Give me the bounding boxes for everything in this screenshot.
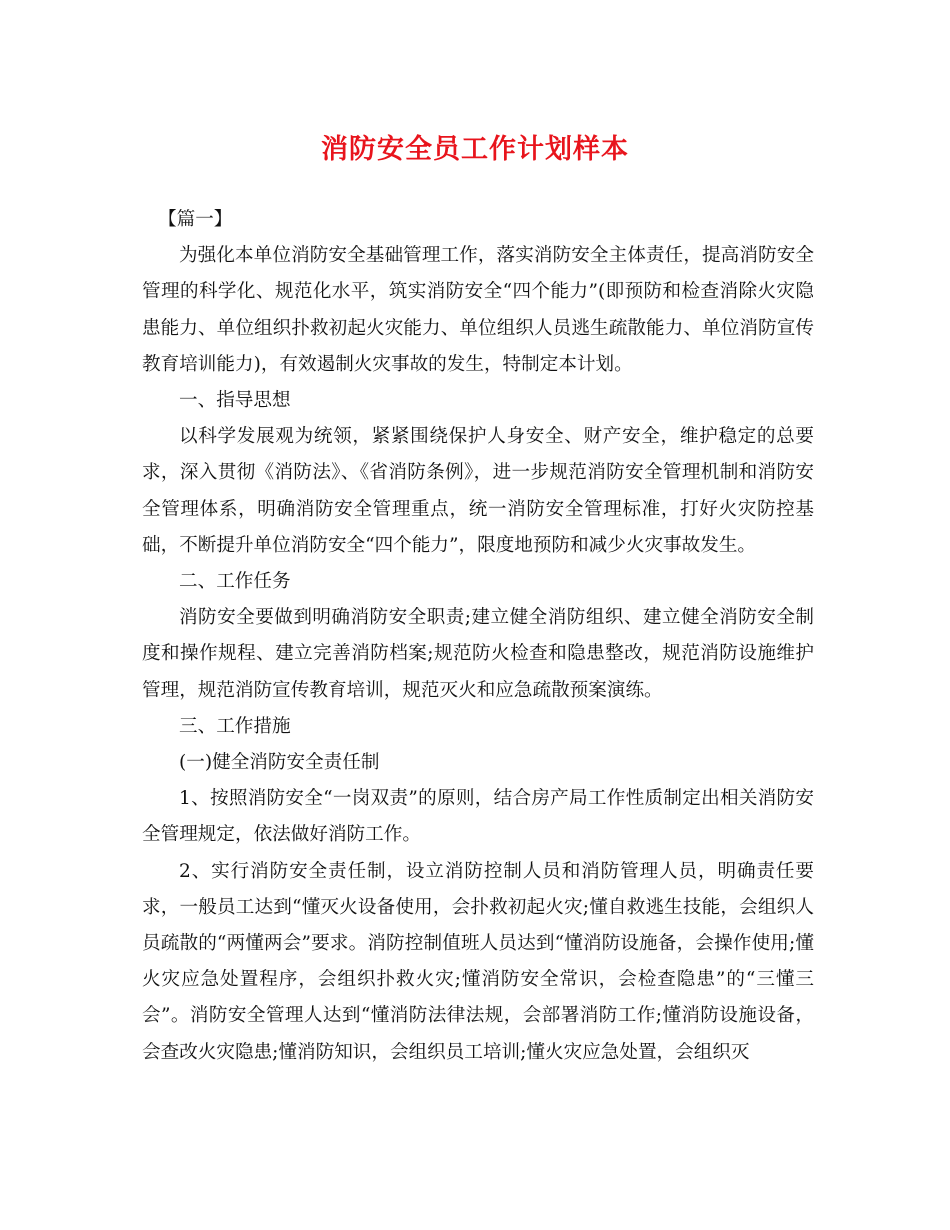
document-title: 消防安全员工作计划样本 <box>321 134 629 165</box>
paragraph-work-tasks: 消防安全要做到明确消防安全职责;建立健全消防组织、建立健全消防安全制度和操作规程、建立完善消防档案;规范防火检查和隐患整改，规范消防设施维护管理，规范消防宣传教育培训，规范灭火和应急疏散预案演练。 <box>142 607 814 701</box>
heading-guiding-ideology: 一、指导思想 <box>179 390 291 412</box>
paragraph-intro: 为强化本单位消防安全基础管理工作，落实消防安全主体责任，提高消防安全管理的科学化、规范化水平，筑实消防安全“四个能力”(即预防和检查消除火灾隐患能力、单位组织扑救初起火灾能力、单位组织人员逃生疏散能力、单位消防宣传教育培训能力)，有效遏制火灾事故的发生，特制定本计划。 <box>142 245 814 375</box>
paragraph-guiding-ideology: 以科学发展观为统领，紧紧围绕保护人身安全、财产安全，维护稳定的总要求，深入贯彻《消防法》、《省消防条例》，进一步规范消防安全管理机制和消防安全管理体系，明确消防安全管理重点，统一消防安全管理标准，打好火灾防控基础，不断提升单位消防安全“四个能力”，限度地预防和减少火灾事故发生。 <box>142 426 814 556</box>
heading-work-tasks: 二、工作任务 <box>179 571 291 593</box>
section-label-part-one: 【篇一】 <box>158 209 233 230</box>
heading-work-measures: 三、工作措施 <box>179 715 291 737</box>
subheading-responsibility-system: (一)健全消防安全责任制 <box>179 752 380 774</box>
document-body <box>142 202 814 1071</box>
paragraph-measure-2: 2、实行消防安全责任制，设立消防控制人员和消防管理人员，明确责任要求，一般员工达到“懂灭火设备使用，会扑救初起火灾;懂自救逃生技能，会组织人员疏散的“两懂两会”要求。消防控制值班人员达到“懂消防设施备，会操作使用;懂火灾应急处置程序，会组织扑救火灾;懂消防安全常识，会检查隐患”的“三懂三会”。消防安全管理人达到“懂消防法律法规，会部署消防工作;懂消防设施设备，会查改火灾隐患;懂消防知识，会组织员工培训;懂火灾应急处置，会组织灭 <box>142 860 814 1063</box>
paragraph-measure-1: 1、按照消防安全“一岗双责”的原则，结合房产局工作性质制定出相关消防安全管理规定，依法做好消防工作。 <box>142 788 814 846</box>
